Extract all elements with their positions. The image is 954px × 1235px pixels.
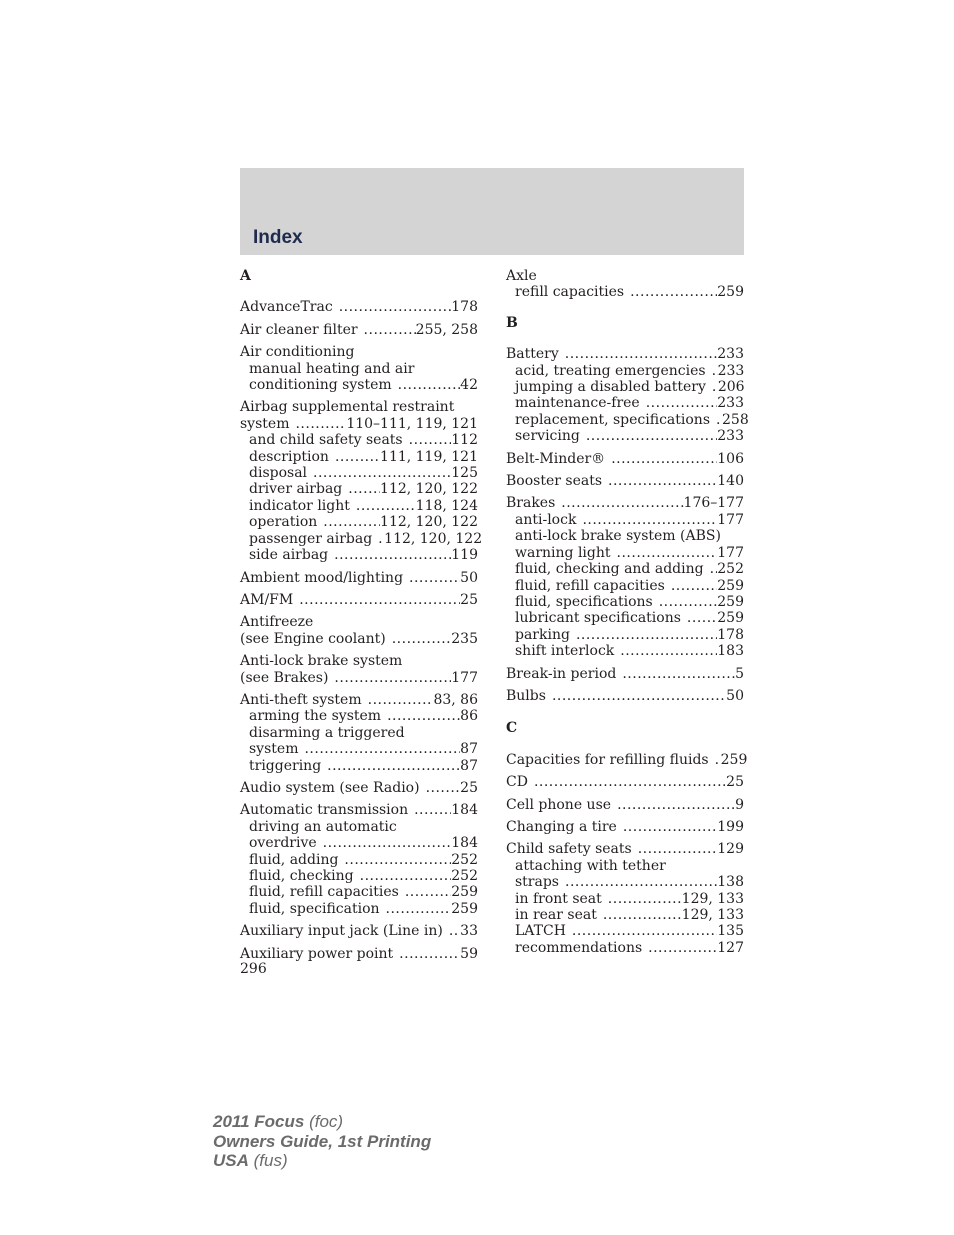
index-entry-battery: Battery ..... 233 acid, treating emergencies ..... 233 jumping a disabled battery ..... 206 maintenance-free ..... 233 replacement, specifications ..... 258 servicing ..... 233 bbox=[506, 346, 744, 444]
index-entry-cell-phone: Cell phone use ..... 9 bbox=[506, 797, 744, 813]
index-entry-airbag: Airbag supplemental restraint system ..... 110–111, 119, 121 and child safety seats ..... 112 description ..... 111, 119, 121 disposal ..... 125 driver airbag ..... 112, 120, 122 indicator light ..... 118, 124 operation ..... 112, 120, 122 passenger airbag ..... 112, 120, 122 side airbag ..... 119 bbox=[240, 399, 478, 563]
index-entry-anti-theft: Anti-theft system ..... 83, 86 arming the system ..... 86 disarming a triggered system ..... 87 triggering ..... 87 bbox=[240, 692, 478, 774]
index-entry-air-cleaner: Air cleaner filter ..... 255, 258 bbox=[240, 322, 478, 338]
index-header bbox=[240, 168, 744, 255]
footer-line-2: Owners Guide, 1st Printing bbox=[213, 1131, 432, 1151]
index-entry-bulbs: Bulbs ..... 50 bbox=[506, 688, 744, 704]
index-entry-child-safety-seats: Child safety seats ..... 129 attaching with tether straps ..... 138 in front seat ..... 129, 133 in rear seat ..... 129, 133 LATCH ..... 135 recommendations ..... 127 bbox=[506, 841, 744, 956]
index-entry-changing-tire: Changing a tire ..... 199 bbox=[506, 819, 744, 835]
index-entry-automatic-transmission: Automatic transmission ..... 184 driving an automatic overdrive ..... 184 fluid, adding ..... 252 fluid, checking ..... 252 fluid, refill capacities ..... 259 fluid, specification ..... 259 bbox=[240, 802, 478, 917]
index-entry-antifreeze: Antifreeze (see Engine coolant) ..... 235 bbox=[240, 614, 478, 647]
page-title: Index bbox=[253, 227, 303, 248]
index-entry-am-fm: AM/FM ..... 25 bbox=[240, 592, 478, 608]
footer-line-1: 2011 Focus (foc) bbox=[213, 1112, 344, 1131]
index-entry-ambient-lighting: Ambient mood/lighting ..... 50 bbox=[240, 570, 478, 586]
index-entry-air-conditioning: Air conditioning manual heating and air conditioning system ..... 42 bbox=[240, 344, 478, 393]
index-entry-break-in: Break-in period ..... 5 bbox=[506, 666, 744, 682]
index-entry-belt-minder: Belt-Minder® ..... 106 bbox=[506, 451, 744, 467]
index-entry-axle: Axle refill capacities ..... 259 bbox=[506, 268, 744, 301]
index-entry-aux-input-jack: Auxiliary input jack (Line in) ..... 33 bbox=[240, 923, 478, 939]
index-column-right bbox=[506, 268, 749, 956]
index-entry-aux-power-point: Auxiliary power point ..... 59 bbox=[240, 946, 478, 962]
index-entry-cd: CD ..... 25 bbox=[506, 774, 744, 790]
index-entry-capacities: Capacities for refilling fluids ..... 259 bbox=[506, 752, 744, 768]
index-entry-anti-lock: Anti-lock brake system (see Brakes) ..... 177 bbox=[240, 653, 478, 686]
index-column-left bbox=[240, 268, 483, 962]
index-entry-audio: Audio system (see Radio) ..... 25 bbox=[240, 780, 478, 796]
index-entry-booster-seats: Booster seats ..... 140 bbox=[506, 473, 744, 489]
page-number: 296 bbox=[240, 961, 267, 977]
footer bbox=[213, 1112, 431, 1171]
section-letter-a: A bbox=[240, 268, 251, 284]
section-letter-c: C bbox=[506, 720, 518, 737]
section-letter-b: B bbox=[506, 314, 518, 331]
footer-line-3: USA (fus) bbox=[213, 1151, 288, 1171]
index-entry-brakes: Brakes ..... 176–177 anti-lock ..... 177 anti-lock brake system (ABS) warning light ..... 177 fluid, checking and adding ..... 252 fluid, refill capacities ..... 259 fluid, specifications ..... 259 lubricant specifications ..... 259 parking ..... 178 shift interlock ..... 183 bbox=[506, 495, 744, 659]
index-entry-advancetrac: AdvanceTrac ..... 178 bbox=[240, 299, 478, 315]
